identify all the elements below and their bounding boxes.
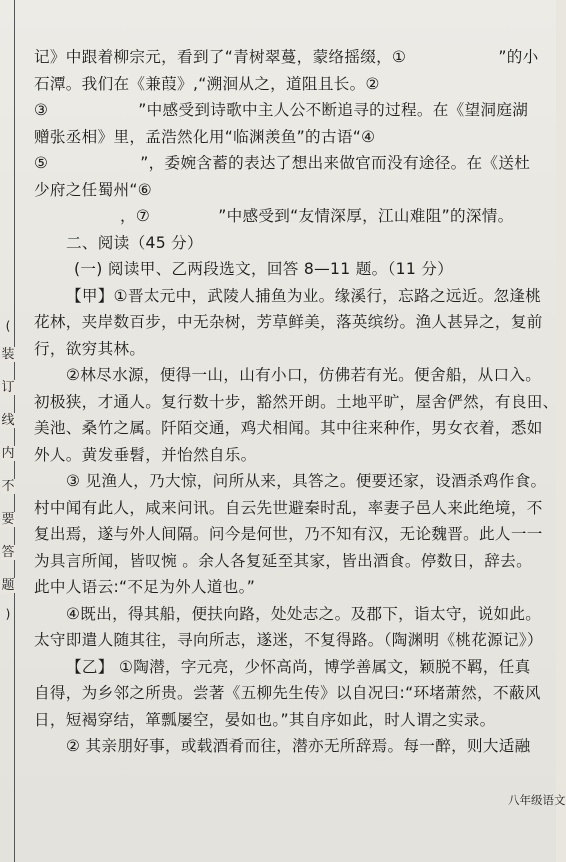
passage-jia-line: ④既出，得其船，便扶向路，处处志之。及郡下，诣太守，说如此。	[66, 604, 542, 623]
margin-char: 内	[1, 446, 15, 461]
passage-jia-line: 行，欲穷其林。	[34, 339, 146, 358]
text-line: 少府之任蜀州“⑥	[34, 180, 153, 199]
passage-jia-line: 太守即遣人随其往，寻向所志，遂迷，不复得路。（陶渊明《桃花源记》）	[34, 631, 543, 649]
text-line: ，⑦ ”中感受到“友情深厚，江山难阻”的深情。	[120, 207, 514, 225]
passage-jia-line: 初极狭，才通人。复行数十步，豁然开朗。土地平旷，屋舍俨然，有良田、	[34, 392, 559, 411]
passage-yi-line: 日，短褐穿结，箪瓢屡空，晏如也。”其自序如此，时人谓之实录。	[34, 710, 496, 729]
passage-jia-line: ②林尽水源，便得一山，山有小口，仿佛若有光。便舍船，从口入。	[66, 366, 542, 384]
text-line: ③ ”中感受到诗歌中主人公不断追寻的过程。在《望洞庭湖	[34, 101, 529, 119]
passage-jia-line: 复出焉，遂与外人间隔。问今是何世，乃不知有汉，无论魏晋。此人一一	[34, 525, 543, 543]
text-line: 赠张丞相》里，孟浩然化用“临渊羡鱼”的古语“④	[34, 127, 376, 146]
passage-yi-line: 【乙】 ①陶潜，字元亮，少怀高尚，博学善属文，颖脱不羁，任真	[66, 657, 531, 676]
page-footer-subject: 八年级语文	[508, 793, 566, 807]
margin-char: 装	[1, 347, 15, 362]
margin-char: 题	[1, 578, 15, 593]
section-heading: 二、阅读（45 分）	[66, 233, 203, 252]
passage-yi-line: ② 其亲朋好事，或载酒肴而往，潜亦无所辞焉。每一醉，则大适融	[66, 737, 531, 755]
text-line: 石潭。我们在《兼葭》,“溯洄从之，道阻且长。②	[34, 74, 380, 93]
margin-char: 订	[1, 380, 15, 395]
question-instruction: (一) 阅读甲、乙两段选文，回答 8—11 题。（11 分）	[74, 260, 454, 278]
margin-paren-close: )	[5, 607, 11, 621]
text-line: ⑤ ”，委婉含蓄的表达了想出来做官而没有途径。在《送杜	[34, 154, 531, 172]
margin-char: 线	[1, 413, 15, 428]
passage-jia-line: 美池、桑竹之属。阡陌交通，鸡犬相闻。其中往来种作，男女衣着，悉如	[34, 419, 543, 437]
passage-jia-line: 村中闻有此人，咸来问讯。自云先世避秦时乱，率妻子邑人来此绝境，不	[34, 498, 543, 517]
passage-jia-line: 此中人语云:“不足为外人道也。”	[34, 578, 256, 596]
text-line: 记》中跟着柳宗元，看到了“青树翠蔓，蒙络摇缀，① ”的小	[34, 48, 539, 66]
passage-jia-line: 花林，夹岸数百步，中无杂树，芳草鲜美，落英缤纷。渔人甚异之，复前	[34, 313, 543, 331]
passage-jia-line: ③ 见渔人，乃大惊，问所从来，具答之。便要还家，设酒杀鸡作食。	[66, 472, 547, 490]
passage-yi-line: 自得，为乡邻之所贵。尝著《五柳先生传》以自况曰:“环堵萧然，不蔽风	[34, 684, 541, 702]
margin-char: 不	[1, 479, 15, 494]
margin-paren-open: (	[5, 319, 11, 333]
margin-char: 要	[1, 512, 15, 527]
passage-jia-line: 【甲】①晋太元中，武陵人捕鱼为业。缘溪行，忘路之远近。忽逢桃	[66, 286, 542, 305]
margin-char: 答	[1, 545, 15, 560]
passage-jia-line: 为具言所闻，皆叹惋 。余人各复延至其家，皆出酒食。停数日，辞去。	[34, 551, 532, 570]
binding-margin-notice	[0, 320, 16, 620]
exam-text	[34, 44, 559, 760]
passage-jia-line: 外人。黄发垂髫，并怡然自乐。	[34, 445, 257, 464]
